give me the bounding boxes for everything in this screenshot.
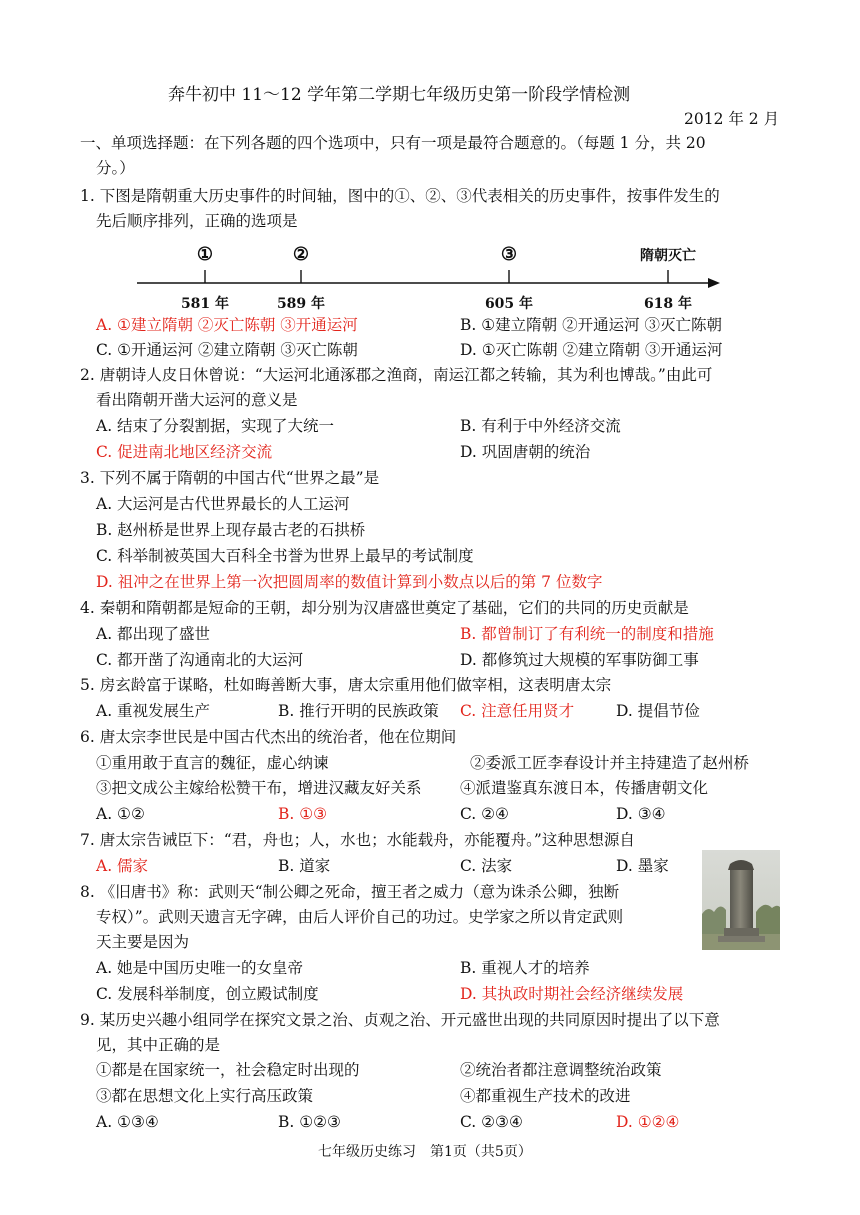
q8-option-b: B. 重视人才的培养 — [460, 959, 590, 977]
q6-option-c: C. ②④ — [460, 805, 509, 823]
timeline-marker-4: 隋朝灭亡 — [640, 248, 696, 264]
q2-option-b: B. 有利于中外经济交流 — [460, 417, 621, 435]
q5-option-c: C. 注意任用贤才 — [460, 702, 575, 720]
q9-item-3: ③都在思想文化上实行高压政策 — [96, 1087, 314, 1105]
q6-item-3: ③把文成公主嫁给松赞干布，增进汉藏友好关系 — [96, 779, 422, 797]
q2-option-c: C. 促进南北地区经济交流 — [96, 443, 273, 461]
timeline-marker-3: ③ — [500, 244, 518, 265]
q1-stem-line1: 1. 下图是隋朝重大历史事件的时间轴，图中的①、②、③代表相关的历史事件，按事件发生的 — [80, 187, 720, 205]
timeline-year-4: 618 年 — [643, 296, 693, 312]
timeline-figure — [134, 238, 734, 318]
q6-item-2: ②委派工匠李春设计并主持建造了赵州桥 — [470, 754, 750, 772]
q5-option-d: D. 提倡节俭 — [616, 702, 700, 720]
q6-item-4: ④派遣鉴真东渡日本，传播唐朝文化 — [460, 779, 709, 797]
q2-option-d: D. 巩固唐朝的统治 — [460, 443, 591, 461]
timeline-marker-2: ② — [292, 244, 310, 265]
stele-body — [730, 870, 753, 930]
q7-option-d: D. 墨家 — [616, 857, 669, 875]
q9-option-d: D. ①②④ — [616, 1113, 680, 1131]
timeline-year-1: 581 年 — [180, 296, 230, 312]
q1-option-a: A. ①建立隋朝 ②灭亡陈朝 ③开通运河 — [96, 316, 358, 334]
q8-stem-line2: 专权）”。武则天遗言无字碑，由后人评价自己的功过。史学家之所以肯定武则 — [96, 908, 624, 926]
q9-item-4: ④都重视生产技术的改进 — [460, 1087, 631, 1105]
q8-option-c: C. 发展科举制度，创立殿试制度 — [96, 985, 319, 1003]
q6-option-d: D. ③④ — [616, 805, 666, 823]
q2-option-a: A. 结束了分裂割据，实现了大统一 — [96, 417, 335, 435]
q6-stem: 6. 唐太宗李世民是中国古代杰出的统治者，他在位期间 — [80, 728, 457, 746]
q1-option-d: D. ①灭亡陈朝 ②建立隋朝 ③开通运河 — [460, 341, 723, 359]
q9-stem-line1: 9. 某历史兴趣小组同学在探究文景之治、贞观之治、开元盛世出现的共同原因时提出了以下意 — [80, 1011, 720, 1029]
q1-stem-line2: 先后顺序排列，正确的选项是 — [96, 212, 298, 230]
exam-title: 奔牛初中 11～12 学年第二学期七年级历史第一阶段学情检测 — [168, 85, 631, 105]
q4-option-b: B. 都曾制订了有利统一的制度和措施 — [460, 625, 714, 643]
section-instruction-line1: 一、单项选择题：在下列各题的四个选项中，只有一项是最符合题意的。（每题 1 分，共 20 — [80, 134, 706, 152]
q1-option-b: B. ①建立隋朝 ②开通运河 ③灭亡陈朝 — [460, 316, 722, 334]
q5-option-a: A. 重视发展生产 — [96, 702, 211, 720]
q5-option-b: B. 推行开明的民族政策 — [278, 702, 439, 720]
q3-option-d: D. 祖冲之在世界上第一次把圆周率的数值计算到小数点以后的第 7 位数字 — [96, 573, 603, 591]
page-footer: 七年级历史练习 第1页（共5页） — [318, 1144, 532, 1160]
timeline-arrowhead — [708, 278, 720, 288]
q6-option-a: A. ①② — [96, 805, 145, 823]
q7-option-c: C. 法家 — [460, 857, 513, 875]
q4-option-d: D. 都修筑过大规模的军事防御工事 — [460, 651, 699, 669]
q2-stem-line1: 2. 唐朝诗人皮日休曾说：“大运河北通涿郡之渔商，南运江都之转输，其为利也博哉。”由此可 — [80, 366, 713, 384]
q9-item-2: ②统治者都注意调整统治政策 — [460, 1061, 662, 1079]
q9-option-b: B. ①②③ — [278, 1113, 341, 1131]
stele-plinth — [718, 936, 765, 942]
q7-option-b: B. 道家 — [278, 857, 331, 875]
q3-option-b: B. 赵州桥是世界上现存最古老的石拱桥 — [96, 521, 366, 539]
exam-date: 2012 年 2 月 — [684, 110, 780, 128]
section-instruction-line2: 分。） — [96, 159, 135, 177]
q1-option-c: C. ①开通运河 ②建立隋朝 ③灭亡陈朝 — [96, 341, 358, 359]
q2-stem-line2: 看出隋朝开凿大运河的意义是 — [96, 391, 298, 409]
q8-stem-line3: 天主要是因为 — [96, 933, 190, 951]
q8-option-d: D. 其执政时期社会经济继续发展 — [460, 985, 684, 1003]
q3-stem: 3. 下列不属于隋朝的中国古代“世界之最”是 — [80, 469, 380, 487]
q4-option-a: A. 都出现了盛世 — [96, 625, 211, 643]
q5-stem: 5. 房玄龄富于谋略，杜如晦善断大事，唐太宗重用他们做宰相，这表明唐太宗 — [80, 676, 612, 694]
q9-option-a: A. ①③④ — [96, 1113, 159, 1131]
q9-option-c: C. ②③④ — [460, 1113, 523, 1131]
q9-item-1: ①都是在国家统一，社会稳定时出现的 — [96, 1061, 360, 1079]
q8-option-a: A. 她是中国历史唯一的女皇帝 — [96, 959, 304, 977]
q6-item-1: ①重用敢于直言的魏征，虚心纳谏 — [96, 754, 329, 772]
timeline-year-2: 589 年 — [276, 296, 326, 312]
q3-option-a: A. 大运河是古代世界最长的人工运河 — [96, 495, 350, 513]
stele-base — [724, 928, 759, 937]
q7-option-a: A. 儒家 — [96, 857, 149, 875]
q7-stem: 7. 唐太宗告诫臣下：“君，舟也；人，水也；水能载舟，亦能覆舟。”这种思想源自 — [80, 831, 635, 849]
q4-option-c: C. 都开凿了沟通南北的大运河 — [96, 651, 304, 669]
q6-option-b: B. ①③ — [278, 805, 328, 823]
timeline-year-3: 605 年 — [484, 296, 534, 312]
q9-stem-line2: 见，其中正确的是 — [96, 1036, 221, 1054]
q3-option-c: C. 科举制被英国大百科全书誉为世界上最早的考试制度 — [96, 547, 474, 565]
q8-stem-line1: 8. 《旧唐书》称：武则天“制公卿之死命，擅王者之威力（意为诛杀公卿，独断 — [80, 883, 620, 901]
wuzi-stele-photo — [702, 850, 780, 950]
q4-stem: 4. 秦朝和隋朝都是短命的王朝，却分别为汉唐盛世奠定了基础，它们的共同的历史贡献是 — [80, 599, 689, 617]
timeline-marker-1: ① — [196, 244, 214, 265]
